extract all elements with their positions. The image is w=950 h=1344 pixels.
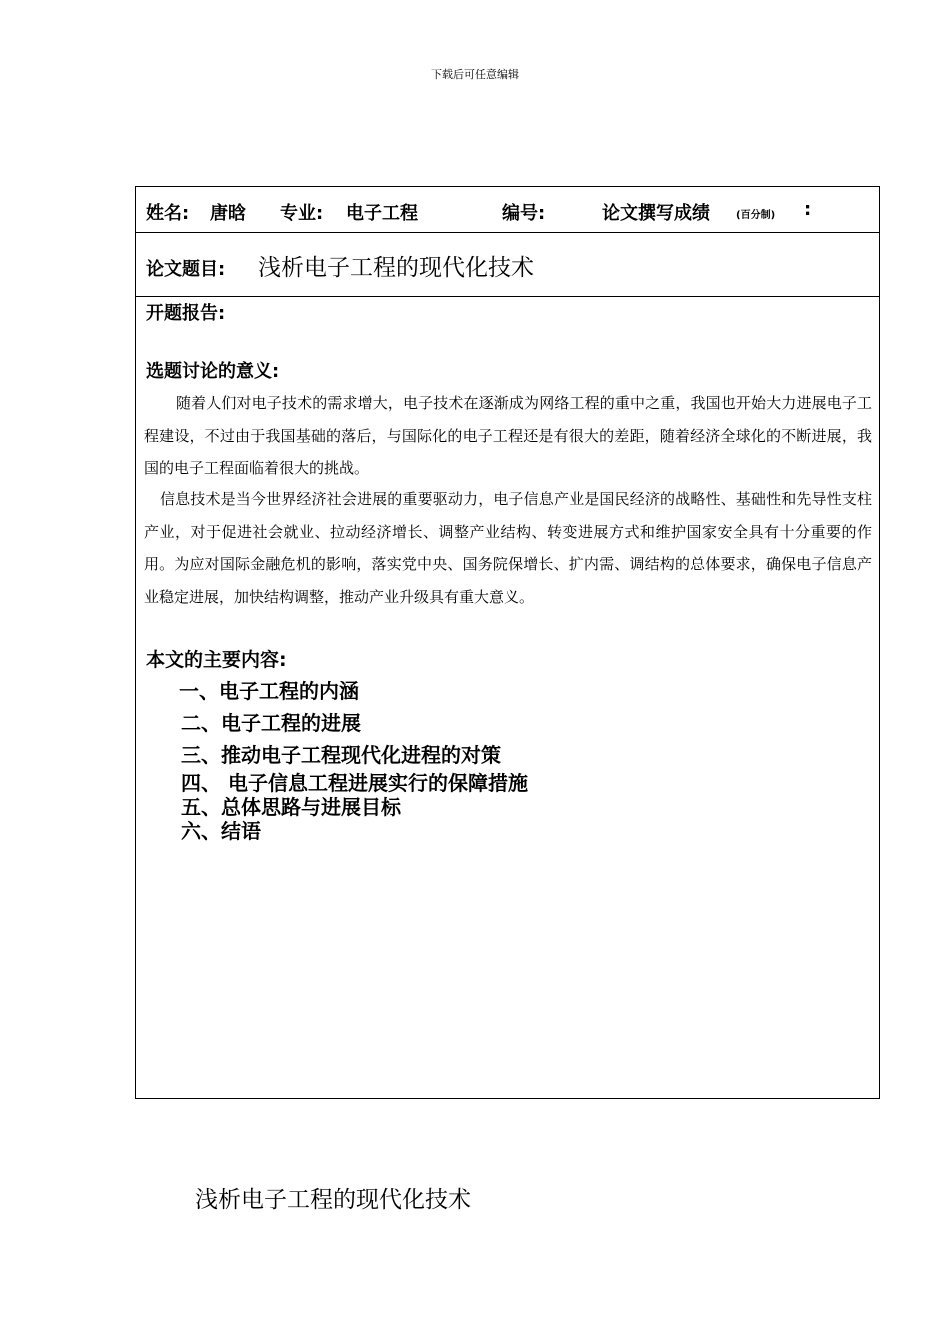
- content-item-2: 二、电子工程的进展: [181, 711, 361, 735]
- proposal-form-table: [135, 186, 880, 1099]
- thesis-title-label: 论文题目:: [146, 259, 226, 280]
- name-value: 唐晗: [210, 203, 246, 224]
- thesis-title-value: 浅析电子工程的现代化技术: [258, 255, 534, 281]
- grade-note: (百分制): [736, 210, 776, 221]
- content-item-1: 一、电子工程的内涵: [179, 679, 359, 703]
- proposal-report-body: [136, 297, 879, 1097]
- document-title: 浅析电子工程的现代化技术: [195, 1187, 471, 1213]
- significance-paragraph-1: 随着人们对电子技术的需求增大，电子技术在逐渐成为网络工程的重中之重，我国也开始大力进展电子工程建设，不过由于我国基础的落后，与国际化的电子工程还是有很大的差距，随着经济全球化的不断进展，我国的电子工程面临着很大的挑战。: [144, 394, 872, 477]
- content-item-5: 五、总体思路与进展目标: [181, 795, 401, 819]
- number-label: 编号:: [502, 203, 546, 224]
- grade-colon: :: [804, 199, 812, 220]
- major-value: 电子工程: [346, 203, 418, 224]
- grade-label: 论文撰写成绩: [602, 203, 710, 224]
- page-header-note: 下载后可任意编辑: [431, 68, 519, 81]
- significance-paragraph-2: 信息技术是当今世界经济社会进展的重要驱动力，电子信息产业是国民经济的战略性、基础性和先导性支柱产业，对于促进社会就业、拉动经济增长、调整产业结构、转变进展方式和维护国家安全具有十分重要的作用。为应对国际金融危机的影响，落实党中央、国务院保增长、扩内需、调结构的总体要求，确保电子信息产业稳定进展，加快结构调整，推动产业升级具有重大意义。: [144, 490, 872, 606]
- content-item-6: 六、结语: [181, 819, 261, 843]
- thesis-title-row: [136, 233, 879, 297]
- major-label: 专业:: [280, 203, 324, 224]
- content-item-4: 四、 电子信息工程进展实行的保障措施: [181, 771, 528, 795]
- significance-heading: 选题讨论的意义:: [146, 361, 280, 382]
- content-item-3: 三、推动电子工程现代化进程的对策: [181, 743, 501, 767]
- student-info-row: [136, 187, 879, 233]
- name-label: 姓名:: [146, 203, 190, 224]
- main-content-heading: 本文的主要内容:: [146, 649, 287, 671]
- report-heading: 开题报告:: [146, 303, 226, 324]
